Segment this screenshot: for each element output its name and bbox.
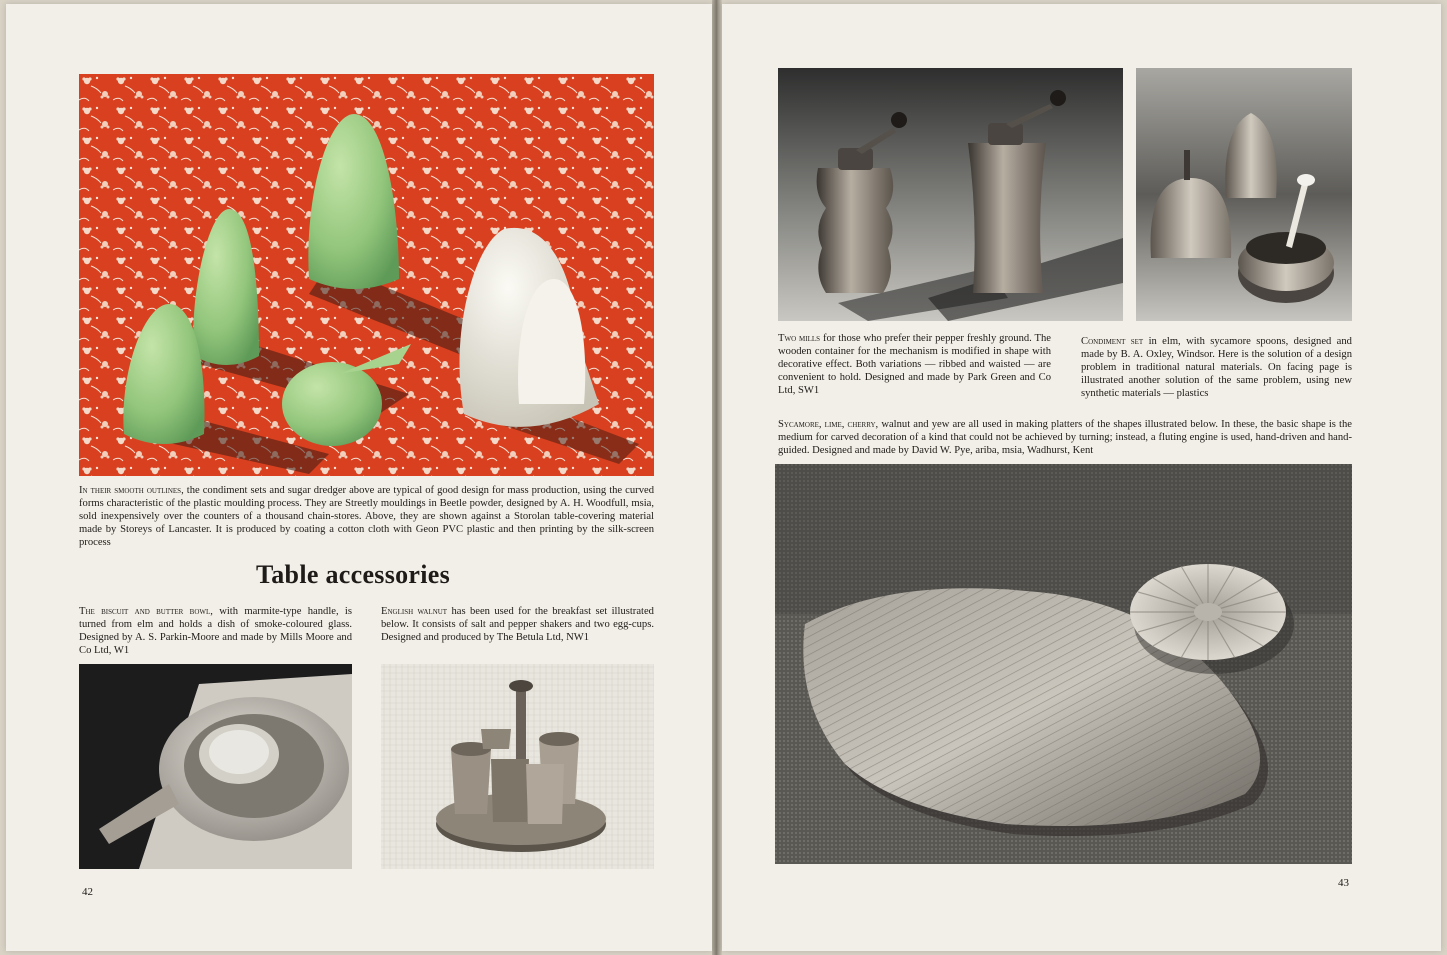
walnut-breakfast-set-photo — [381, 664, 654, 869]
pepper-mills-photo — [778, 68, 1123, 321]
condiment-set-caption-text: in elm, with sycamore spoons, designed and made by B. A. Oxley, Windsor. Here is the solution of a design problem in traditional natural materials. On facing page is illustrated another solution of the same problem, using new synthetic materials — plastics — [1081, 336, 1352, 399]
plastic-condiment-sets-photo — [79, 74, 654, 476]
page-number-right: 43 — [1338, 877, 1349, 889]
walnut-set-caption-text: has been used for the breakfast set illustrated below. It consists of salt and pepper shakers and two egg-cups. Designed and produced by The Betula Ltd, NW1 — [381, 606, 654, 643]
elm-condiment-set-photo — [1136, 68, 1352, 321]
biscuit-bowl-caption-text: with marmite-type handle, is turned from elm and holds a dish of smoke-coloured glass. Designed by A. S. Parkin-Moore and made by Mills Moore and Co Ltd, W1 — [79, 606, 352, 656]
page-number-left: 42 — [82, 886, 93, 898]
condiment-set-caption — [1081, 335, 1352, 400]
condiment-set-caption-lead: Condiment set — [1081, 336, 1144, 347]
walnut-set-caption-lead: English walnut — [381, 606, 448, 617]
right-page — [722, 4, 1441, 951]
left-page — [6, 4, 712, 951]
platters-caption-text: walnut and yew are all used in making platters of the shapes illustrated below. In these, the basic shape is the medium for carved decoration of a kind that could not be achieved by turning; instead, a fluting engine is used, hand-driven and hand-guided. Designed and made by David W. Pye, ariba, msia, Wadhurst, Kent — [778, 419, 1352, 456]
platters-caption-lead: Sycamore, lime, cherry, — [778, 419, 879, 430]
mills-caption-text: for those who prefer their pepper freshly ground. The wooden container for the mechanism is modified in shape with decorative effect. Both variations — ribbed and waisted — are convenient to hold. Designed and made by Park Green and Co Ltd, SW1 — [778, 333, 1051, 396]
biscuit-bowl-photo — [79, 664, 352, 869]
carved-platters-photo — [775, 464, 1352, 864]
platters-caption — [778, 418, 1352, 457]
biscuit-bowl-caption — [79, 605, 352, 657]
plastics-caption — [79, 484, 654, 549]
mills-caption-lead: Two mills — [778, 333, 821, 344]
biscuit-bowl-caption-lead: The biscuit and butter bowl, — [79, 606, 213, 617]
mills-caption — [778, 332, 1051, 397]
walnut-set-caption — [381, 605, 654, 644]
page-title: Table accessories — [256, 560, 451, 589]
plastics-caption-lead: In their smooth outlines, — [79, 485, 184, 496]
plastics-caption-text: the condiment sets and sugar dredger above are typical of good design for mass production, using the curved forms characteristic of the plastic moulding process. They are Streetly mouldings in Beetle powder, designed by A. H. Woodfull, msia, sold inexpensively over the counters of a thousand chain-stores. Above, they are shown against a Storolan table-covering material made by Storeys of Lancaster. It is produced by coating a cotton cloth with Geon PVC plastic and then printing by the silk-screen process — [79, 485, 654, 548]
book-gutter — [712, 0, 722, 955]
